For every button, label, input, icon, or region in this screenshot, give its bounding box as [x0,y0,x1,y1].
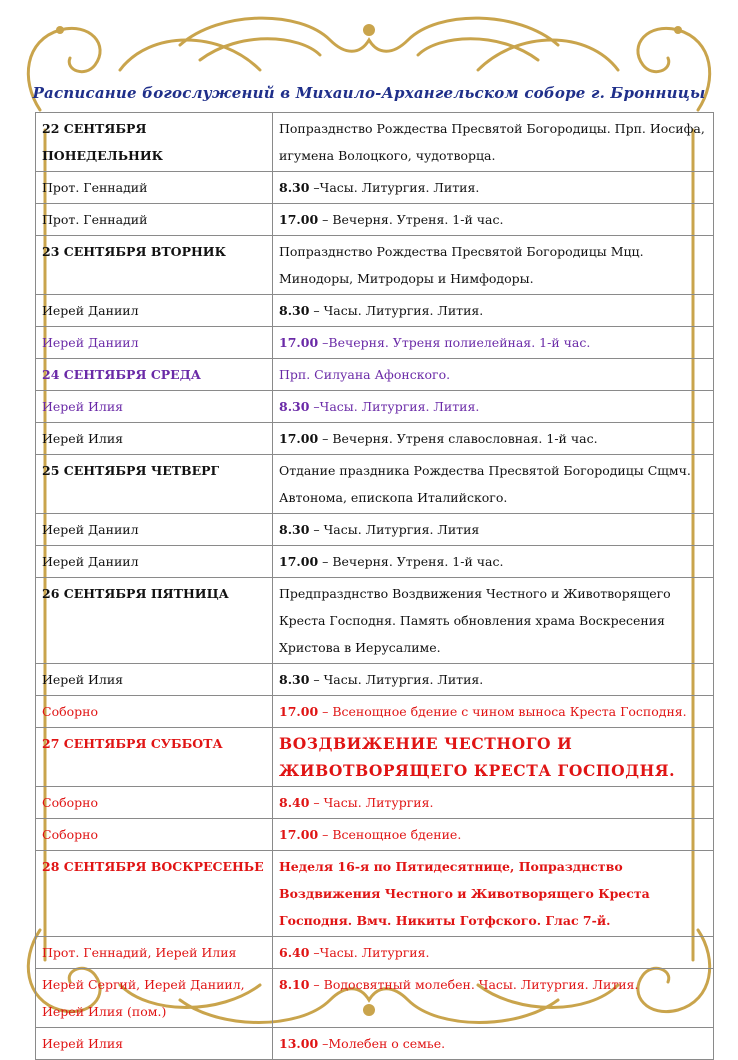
clergy-cell: Иерей Даниил [36,327,273,359]
description-cell: Неделя 16-я по Пятидесятнице, Попразднство Воздвижения Честного и Животворящего Креста Господня. Вмч. Никиты Готфского. Глас 7-й. [273,851,714,937]
table-row [36,819,714,851]
table-row [36,546,714,578]
table-row [36,664,714,696]
table-row [36,327,714,359]
service-text: –Молебен о семье. [318,1036,446,1051]
table-row [36,851,714,937]
clergy-cell: Прот. Геннадий [36,172,273,204]
schedule-table [35,112,714,1060]
service-time: 13.00 [279,1036,319,1051]
service-time: 17.00 [279,212,319,227]
clergy-cell: Прот. Геннадий, Иерей Илия [36,937,273,969]
service-time: 8.30 [279,522,310,537]
service-cell [273,819,714,851]
service-text: – Водосвятный молебен. Часы. Литургия. Лития. [309,977,639,992]
service-cell [273,327,714,359]
clergy-cell: Прот. Геннадий [36,204,273,236]
table-row [36,969,714,1028]
service-cell [273,391,714,423]
day-cell: 23 СЕНТЯБРЯ ВТОРНИК [36,236,273,295]
service-cell [273,172,714,204]
service-time: 6.40 [279,945,310,960]
table-row [36,295,714,327]
description-cell: Попразднство Рождества Пресвятой Богородицы Мцц. Минодоры, Митродоры и Нимфодоры. [273,236,714,295]
table-row [36,455,714,514]
table-row [36,578,714,664]
service-cell [273,514,714,546]
clergy-cell: Соборно [36,819,273,851]
service-time: 8.30 [279,399,310,414]
clergy-cell: Иерей Илия [36,1028,273,1060]
clergy-cell: Иерей Даниил [36,514,273,546]
service-cell [273,295,714,327]
clergy-cell: Иерей Илия [36,391,273,423]
clergy-cell: Иерей Илия [36,664,273,696]
description-cell: Предпразднство Воздвижения Честного и Животворящего Креста Господня. Память обновления храма Воскресения Христова в Иерусалиме. [273,578,714,664]
service-text: –Вечерня. Утреня полиелейная. 1-й час. [318,335,591,350]
service-text: – Часы. Литургия. Лития [309,522,480,537]
service-time: 17.00 [279,431,319,446]
clergy-cell: Иерей Сергий, Иерей Даниил, Иерей Илия (пом.) [36,969,273,1028]
service-time: 8.10 [279,977,310,992]
service-time: 8.30 [279,672,310,687]
clergy-cell: Иерей Даниил [36,295,273,327]
service-cell [273,423,714,455]
service-text: – Всенощное бдение. [318,827,462,842]
table-row [36,391,714,423]
clergy-cell: Иерей Илия [36,423,273,455]
service-cell [273,204,714,236]
description-cell: Отдание праздника Рождества Пресвятой Богородицы Сщмч. Автонома, епископа Италийского. [273,455,714,514]
service-text: – Часы. Литургия. Лития. [309,303,484,318]
service-time: 8.40 [279,795,310,810]
table-row [36,359,714,391]
table-row [36,423,714,455]
day-cell: 28 СЕНТЯБРЯ ВОСКРЕСЕНЬЕ [36,851,273,937]
description-cell: Попразднство Рождества Пресвятой Богородицы. Прп. Иосифа, игумена Волоцкого, чудотворца. [273,113,714,172]
service-text: –Часы. Литургия. Лития. [309,180,480,195]
day-cell: 26 СЕНТЯБРЯ ПЯТНИЦА [36,578,273,664]
service-cell [273,937,714,969]
service-text: – Всенощное бдение с чином выноса Креста Господня. [318,704,687,719]
feast-title-cell: ВОЗДВИЖЕНИЕ ЧЕСТНОГО И ЖИВОТВОРЯЩЕГО КРЕСТА ГОСПОДНЯ. [273,728,714,787]
table-row [36,696,714,728]
service-cell [273,787,714,819]
table-row [36,787,714,819]
service-time: 17.00 [279,554,319,569]
table-row [36,728,714,787]
day-cell: 24 СЕНТЯБРЯ СРЕДА [36,359,273,391]
table-row [36,204,714,236]
day-cell: 25 СЕНТЯБРЯ ЧЕТВЕРГ [36,455,273,514]
table-row [36,113,714,172]
service-time: 17.00 [279,335,319,350]
service-cell [273,664,714,696]
clergy-cell: Соборно [36,787,273,819]
service-text: –Часы. Литургия. Лития. [309,399,480,414]
table-row [36,937,714,969]
clergy-cell: Иерей Даниил [36,546,273,578]
table-row [36,172,714,204]
service-time: 17.00 [279,827,319,842]
service-cell [273,696,714,728]
clergy-cell: Соборно [36,696,273,728]
table-row [36,236,714,295]
service-time: 8.30 [279,180,310,195]
service-time: 8.30 [279,303,310,318]
service-text: – Вечерня. Утреня. 1-й час. [318,212,504,227]
description-cell: Прп. Силуана Афонского. [273,359,714,391]
day-cell: 22 СЕНТЯБРЯ ПОНЕДЕЛЬНИК [36,113,273,172]
day-cell: 27 СЕНТЯБРЯ СУББОТА [36,728,273,787]
service-time: 17.00 [279,704,319,719]
service-cell [273,546,714,578]
service-text: – Часы. Литургия. [309,795,434,810]
service-cell [273,1028,714,1060]
service-text: – Часы. Литургия. Лития. [309,672,484,687]
page-title: Расписание богослужений в Михаило-Архангельском соборе г. Бронницы [32,84,706,102]
service-text: – Вечерня. Утреня. 1-й час. [318,554,504,569]
service-text: –Часы. Литургия. [309,945,430,960]
table-row [36,514,714,546]
service-cell [273,969,714,1028]
table-row [36,1028,714,1060]
service-text: – Вечерня. Утреня славословная. 1-й час. [318,431,598,446]
